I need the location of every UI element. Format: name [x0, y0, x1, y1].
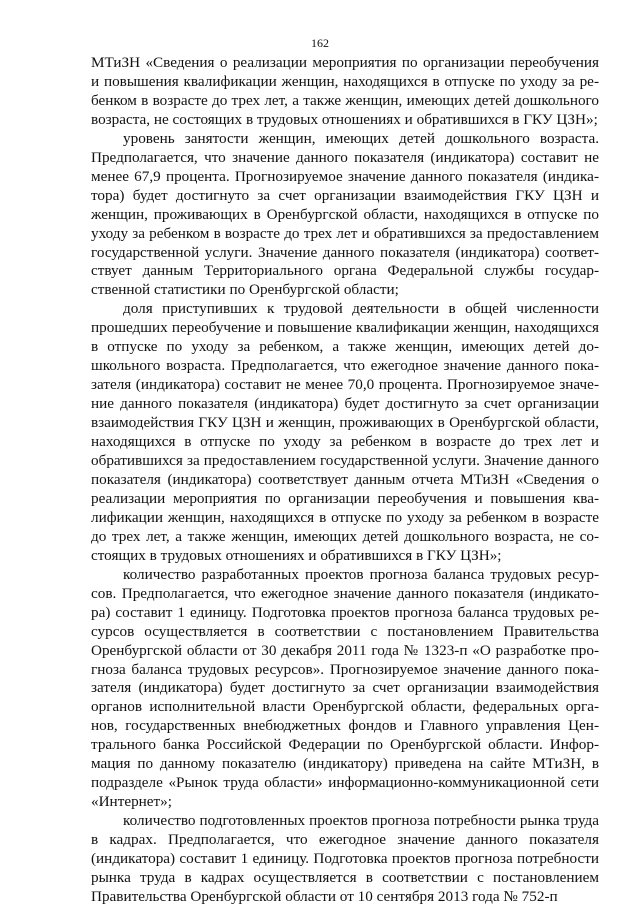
document-body — [91, 54, 599, 907]
paragraph-4: количество разработанных проектов прогноза баланса трудовых ресурсов. Предполагается, что ежегодное значение данного показателя (индикатора) составит 1 единицу. Подготовка проектов прогноза баланса трудовых ресурсов осуществляется в соответствии с постановлением Правительства Оренбургской области от 30 декабря 2011 года № 1323-п «О разработке прогноза баланса трудовых ресурсов». Прогнозируемое значение данного показателя (индикатора) будет достигнуто за счет организации взаимодействия органов исполнительной власти Оренбургской области, федеральных органов, государственных внебюджетных фондов и Главного управления Центрального банка Российской Федерации по Оренбургской области. Информация по данному показателю (индикатору) приведена на сайте МТиЗН, в подразделе «Рынок труда области» информационно-коммуникационной сети «Интернет»; — [91, 565, 599, 811]
paragraph-1: МТиЗН «Сведения о реализации мероприятия по организации переобучения и повышения квалификации женщин, находящихся в отпуске по уходу за ребенком в возрасте до трех лет, а также женщин, имеющих детей дошкольного возраста, не состоящих в трудовых отношениях и обратившихся в ГКУ ЦЗН»; — [91, 54, 599, 128]
paragraph-5: количество подготовленных проектов прогноза потребности рынка труда в кадрах. Предполагается, что ежегодное значение данного показателя (индикатора) составит 1 единицу. Подготовка проектов прогноза потребности рынка труда в кадрах осуществляется в соответствии с постановлением Правительства Оренбургской области от 10 сентября 2013 года № 752-п — [91, 812, 599, 905]
paragraph-3: доля приступивших к трудовой деятельности в общей численности прошедших переобучение и повышение квалификации женщин, находящихся в отпуске по уходу за ребенком, а также женщин, имеющих детей дошкольного возраста. Предполагается, что ежегодное значение данного показателя (индикатора) составит не менее 70,0 процента. Прогнозируемое значение данного показателя (индикатора) будет достигнуто за счет организации взаимодействия ГКУ ЦЗН и женщин, проживающих в Оренбургской области, находящихся в отпуске по уходу за ребенком в возрасте до трех лет и обратившихся за предоставлением государственной услуги. Значение данного показателя (индикатора) соответствует данным отчета МТиЗН «Сведения о реализации мероприятия по организации переобучения и повышения квалификации женщин, находящихся в отпуске по уходу за ребенком в возрасте до трех лет, а также женщин, имеющих детей дошкольного возраста, не состоящих в трудовых отношениях и обратившихся в ГКУ ЦЗН»; — [91, 300, 599, 564]
paragraph-2: уровень занятости женщин, имеющих детей дошкольного возраста. Предполагается, что значение данного показателя (индикатора) составит не менее 67,9 процента. Прогнозируемое значение данного показателя (индикатора) будет достигнуто за счет организации взаимодействия ГКУ ЦЗН и женщин, проживающих в Оренбургской области, находящихся в отпуске по уходу за ребенком в возрасте до трех лет и обратившихся за предоставлением государственной услуги. Значение данного показателя (индикатора) соответствует данным Территориального органа Федеральной службы государственной статистики по Оренбургской области; — [91, 129, 599, 299]
page-number: 162 — [311, 36, 329, 50]
